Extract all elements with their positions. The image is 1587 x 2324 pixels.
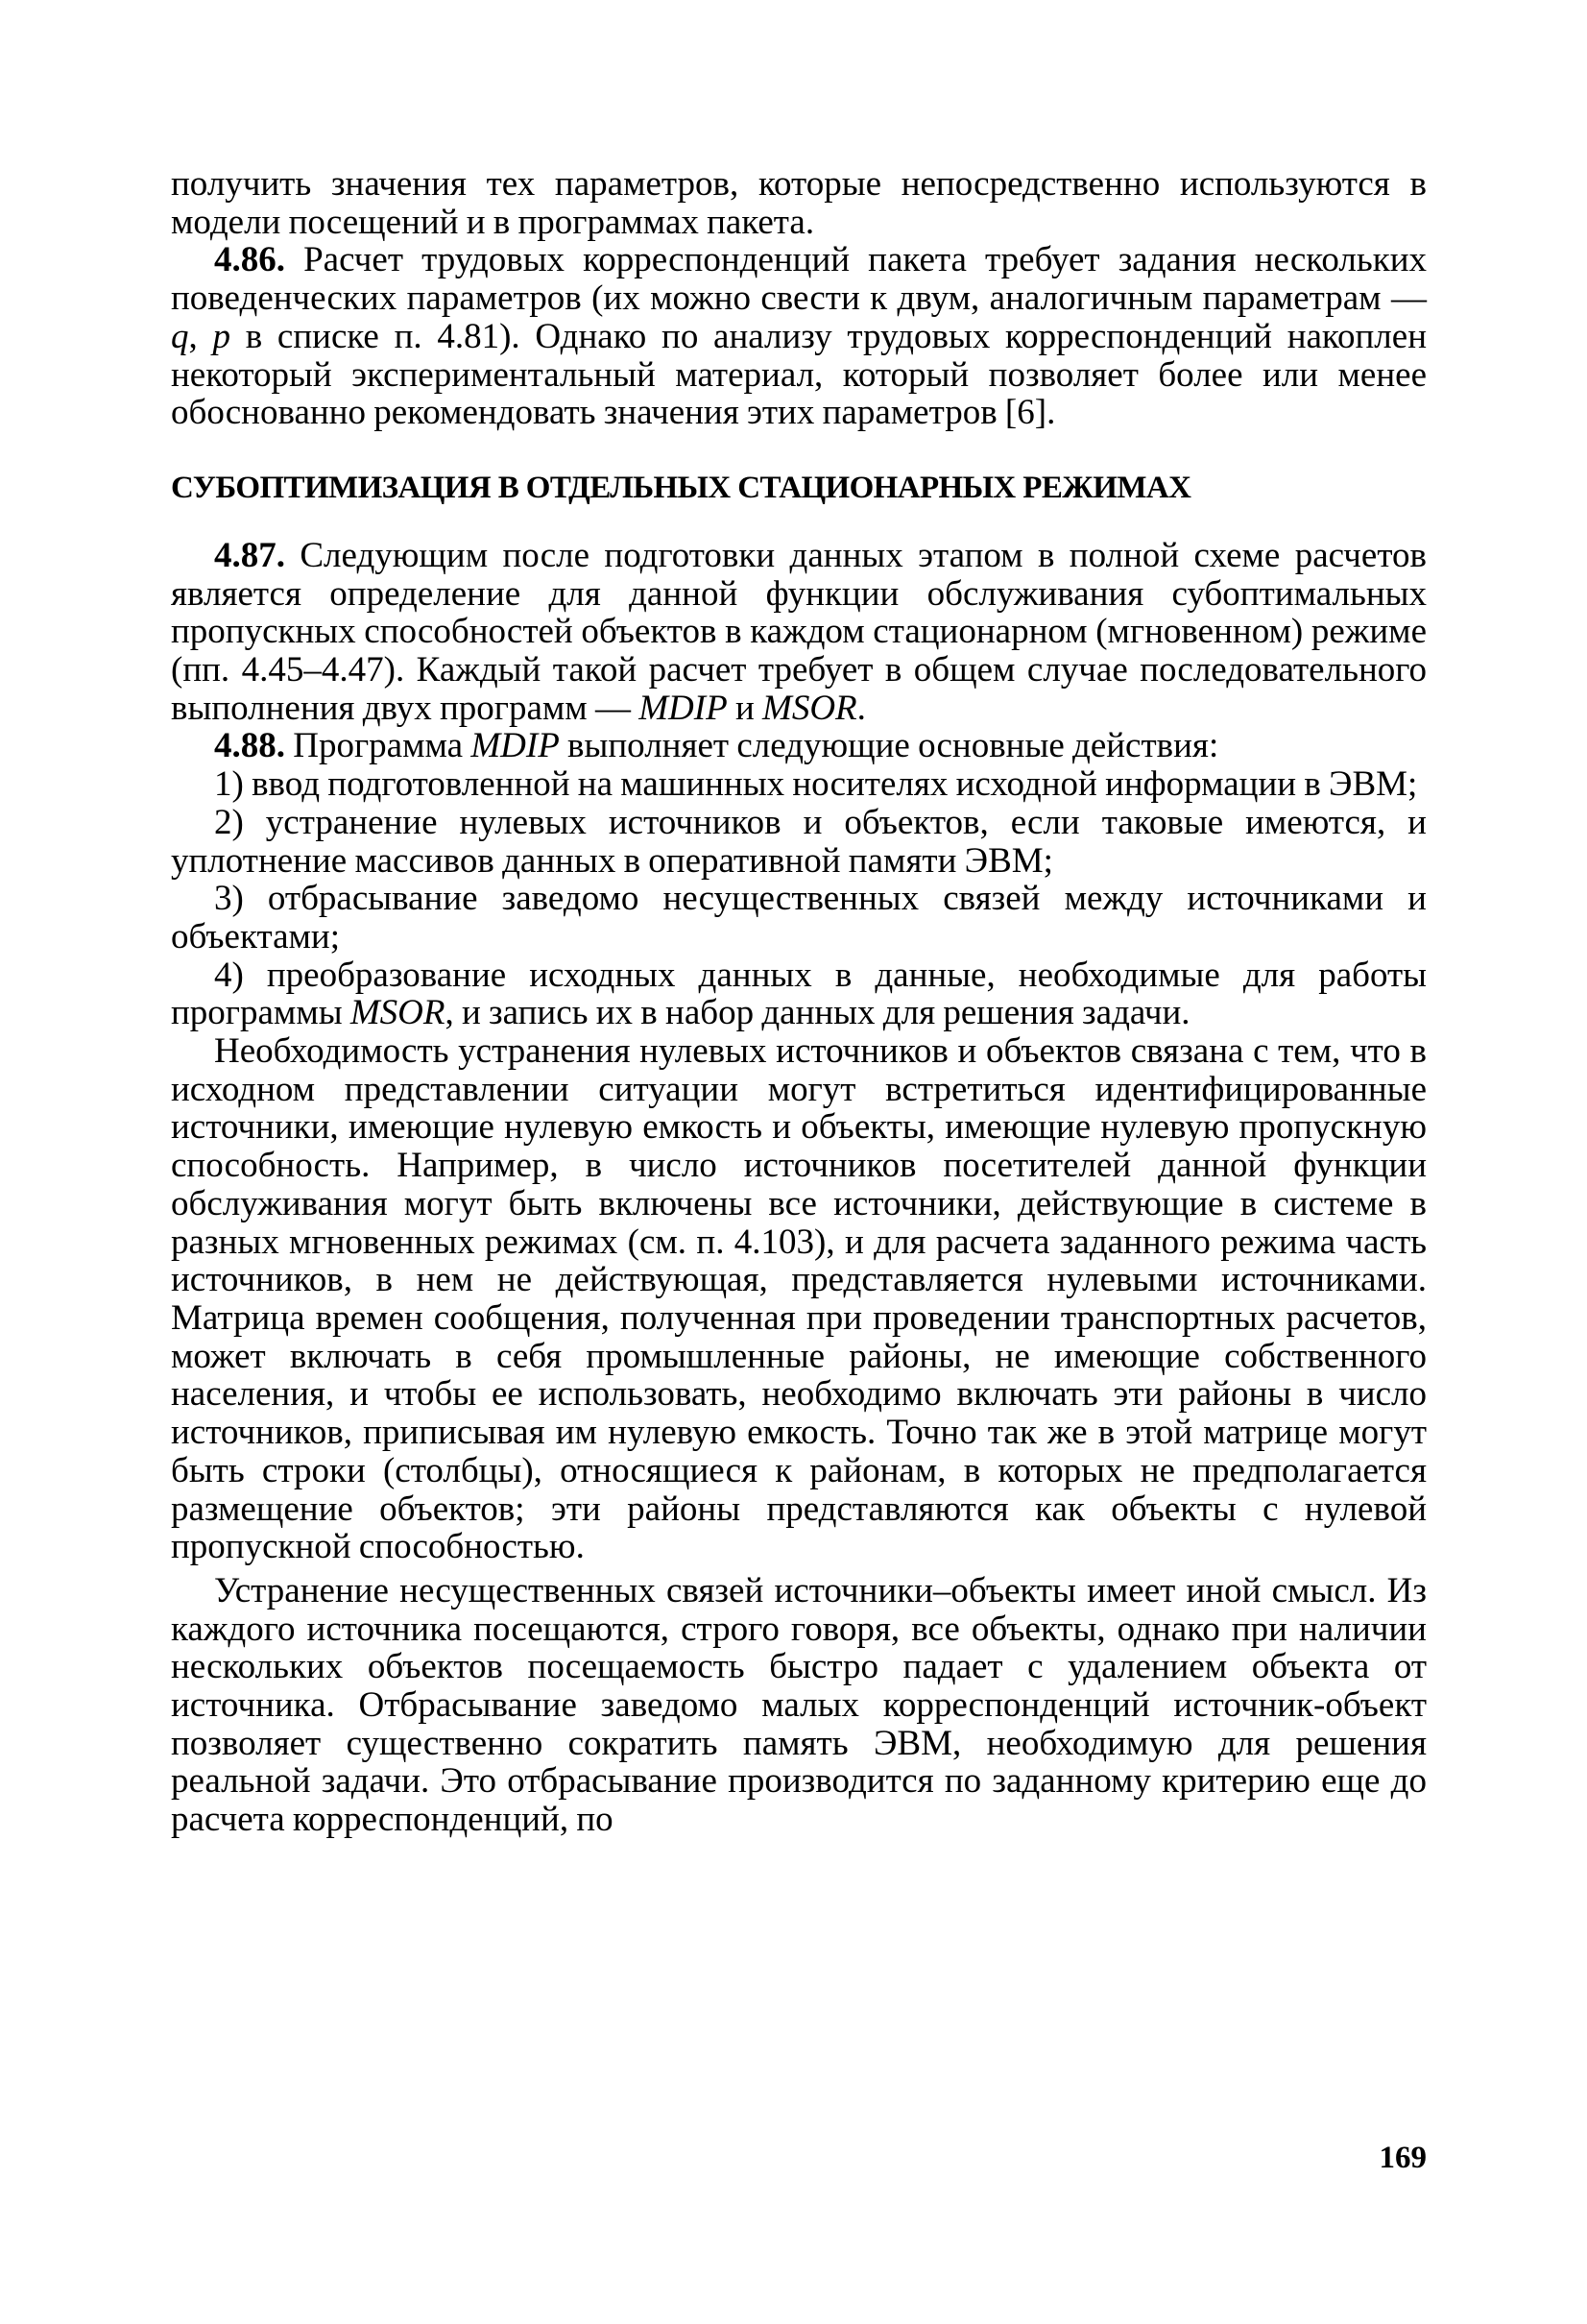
page-number: 169 (1379, 2141, 1427, 2175)
program-name-mdip: MDIP (638, 688, 728, 728)
program-name-mdip: MDIP (470, 726, 560, 766)
paragraph-4-87 (171, 537, 1427, 728)
paragraph-removal: Устранение несущественных связей источники–объекты имеет иной смысл. Из каждого источника посещаются, строго говоря, все объекты, однако при наличии нескольких объектов посещаемость быстро падает с удалением объекта от источника. Отбрасывание заведомо малых корреспонденций источник-объект позволяет существенно сократить память ЭВМ, необходимую для решения реальной задачи. Это отбрасывание производится по заданному критерию еще до расчета корреспонденций, по (171, 1570, 1427, 1840)
paragraph-number: 4.87. (214, 535, 285, 575)
paragraph-text: . (856, 688, 866, 728)
list-item-text: , и запись их в набор данных для решения задачи. (445, 993, 1190, 1033)
list-item-4 (171, 956, 1427, 1032)
paragraph-number: 4.86. (214, 240, 285, 280)
paragraph-text: и (727, 688, 762, 728)
list-item-1: 1) ввод подготовленной на машинных носителях исходной информации в ЭВМ; (214, 764, 1418, 805)
paragraph-text: в списке п. 4.81). Однако по анализу трудовых корреспонденций накоплен некоторый экспериментальный материал, который позволяет более или менее обоснованно рекомендовать значения этих параметров [6]. (171, 316, 1427, 433)
parameter-p: p (212, 316, 230, 356)
section-heading: СУБОПТИМИЗАЦИЯ В ОТДЕЛЬНЫХ СТАЦИОНАРНЫХ РЕЖИМАХ (171, 470, 1191, 505)
paragraph-text: выполняет следующие основные действия: (559, 726, 1219, 766)
program-name-msor: MSOR (762, 688, 857, 728)
paragraph-necessity: Необходимость устранения нулевых источников и объектов связана с тем, что в исходном представлении ситуации могут встретиться идентифицированные источники, имеющие нулевую емкость и объекты, имеющие нулевую пропускную способность. Например, в число источников посетителей данной функции обслуживания могут быть включены все источники, действующие в системе в разных мгновенных режимах (см. п. 4.103), и для расчета заданного режима часть источников, в нем не действующая, представляется нулевыми источниками. Матрица времен сообщения, полученная при проведении транспортных расчетов, может включать в себя промышленные районы, не имеющие собственного населения, и чтобы ее использовать, необходимо включать эти районы в число источников, приписывая им нулевую емкость. Точно так же в этой матрице могут быть строки (столбцы), относящиеся к районам, в которых не предполагается размещение объектов; эти районы представляются как объекты с нулевой пропускной способностью. (171, 1031, 1427, 1567)
list-item-text: 4) преобразование исходных данных в данные, необходимые для работы программы (171, 955, 1427, 1033)
paragraph-text: , (188, 316, 213, 356)
paragraph-text: Расчет трудовых корреспонденций пакета требует задания нескольких поведенческих параметров (их можно свести к двум, аналогичным параметрам — (171, 240, 1427, 319)
parameter-q: q (171, 316, 189, 356)
paragraph-text: Программа (285, 726, 471, 766)
paragraph-intro: получить значения тех параметров, которые непосредственно используются в модели посещений и в программах пакета. (171, 164, 1427, 242)
paragraph-4-88 (171, 727, 1427, 765)
paragraph-text: Следующим после подготовки данных этапом в полной схеме расчетов является определение для данной функции обслуживания субоптимальных пропускных способностей объектов в каждом стационарном (мгновенном) режиме (пп. 4.45–4.47). Каждый такой расчет требует в общем случае последовательного выполнения двух программ — (171, 535, 1427, 728)
page-body (171, 165, 1427, 2201)
program-name-msor: MSOR (349, 993, 445, 1033)
paragraph-4-86 (171, 241, 1427, 432)
paragraph-number: 4.88. (214, 726, 285, 766)
list-item-3: 3) отбрасывание заведомо несущественных связей между источниками и объектами; (171, 879, 1427, 956)
list-item-2: 2) устранение нулевых источников и объектов, если таковые имеются, и уплотнение массивов данных в оперативной памяти ЭВМ; (171, 802, 1427, 881)
